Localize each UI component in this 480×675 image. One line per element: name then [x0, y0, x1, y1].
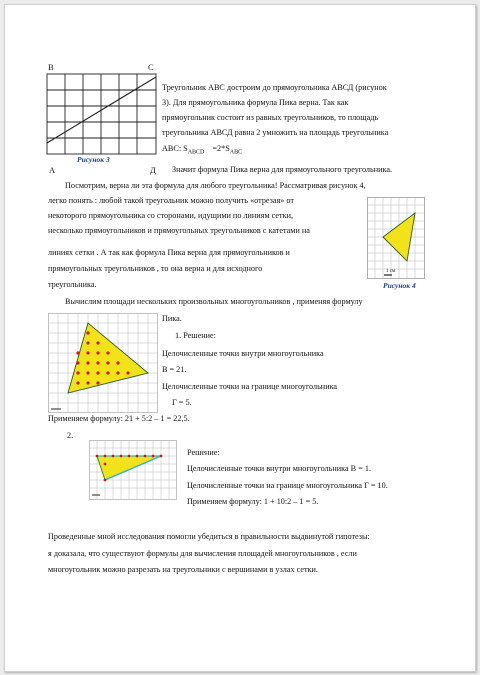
para1-line-2: 3). Для прямоугольника формула Пика верна. Так как	[162, 98, 349, 107]
example-1-heading: 1. Решение:	[175, 331, 216, 340]
example-1-grid	[48, 313, 158, 413]
para1-line-4-text: треугольника АВСД равна 2 умножить на площадь треугольника	[162, 128, 389, 137]
fig3-label-b: B	[48, 62, 54, 72]
formula-sub-abcd: АВСD	[187, 149, 205, 156]
fig3-label-c: C	[148, 62, 154, 72]
para1-line-1: Треугольник АВС достроим до прямоугольника АВСД (рисунок	[162, 83, 387, 92]
figure-4-scale-label: 1 см	[386, 269, 396, 274]
example-2-boundary: Целочисленные точки на границе многоугольника Г = 10.	[187, 481, 388, 490]
formula-lhs: АВС: S	[162, 144, 188, 153]
conclusion-line-1: Проведенные мной исследования помогли убедиться в правильности выдвинутой гипотезы:	[48, 532, 370, 541]
example-2-number: 2.	[67, 431, 74, 440]
para2-line-1: Посмотрим, верна ли эта формула для любого треугольника! Рассматривая рисунок 4,	[65, 181, 366, 190]
para2-line-5: линиях сетки . А так как формула Пика верна для прямоугольников и	[48, 248, 290, 257]
figure-3-caption: Рисунок 3	[77, 155, 110, 164]
example-1-boundary-value: Г = 5.	[172, 398, 192, 407]
para2-line-2: легко понять : любой такой треугольник можно получить «отрезая» от	[48, 196, 294, 205]
para2-line-6: прямоугольных треугольников , то она верна и для исходного	[48, 264, 263, 273]
para3-line-1: Вычислим площади нескольких произвольных многоугольников , применяя формулу	[65, 297, 363, 306]
example-2-heading: Решение:	[187, 448, 220, 457]
para1-line-3: прямоугольник состоит из равных треугольников, то площадь	[162, 113, 379, 122]
figure-4-caption: Рисунок 4	[383, 281, 416, 290]
formula-sub-abc: ABC	[229, 149, 243, 156]
document-page	[4, 4, 476, 672]
figure-3-grid	[46, 73, 158, 155]
example-2-inner: Целочисленные точки внутри многоугольника В = 1.	[187, 464, 371, 473]
para3-line-2: Пика.	[162, 314, 182, 323]
fig3-label-d: Д	[150, 165, 156, 175]
example-1-inner-value: В = 21.	[162, 365, 187, 374]
para1-tail: Значит формула Пика верна для прямоугольного треугольника.	[172, 165, 393, 174]
example-1-formula: Применяем формулу: 21 + 5:2 – 1 = 22,5.	[48, 414, 190, 423]
formula-rhs: =2*S	[212, 144, 230, 153]
example-1-boundary-label: Целочисленные точки на границе многоугольника	[162, 382, 338, 391]
example-1-inner-label: Целочисленные точки внутри многоугольника	[162, 349, 324, 358]
para1-formula	[162, 144, 242, 158]
figure-4-grid	[367, 197, 425, 279]
para2-line-4: несколько прямоугольников и прямоугольных треугольников с катетами на	[48, 226, 310, 235]
para2-line-7: треугольника.	[48, 280, 97, 289]
fig3-label-a: A	[49, 165, 56, 175]
conclusion-line-2: я доказала, что существуют формулы для вычисления площадей многоугольников , если	[48, 549, 357, 558]
para1-line-4	[162, 128, 388, 138]
example-2-grid	[89, 440, 177, 500]
para2-line-3: некоторого прямоугольника со сторонами, идущими по линиям сетки,	[48, 211, 294, 220]
example-2-formula: Применяем формулу: 1 + 10:2 – 1 = 5.	[187, 497, 319, 506]
conclusion-line-3: многоугольник можно разрезать на треугольники с вершинами в узлах сетки.	[48, 565, 318, 574]
